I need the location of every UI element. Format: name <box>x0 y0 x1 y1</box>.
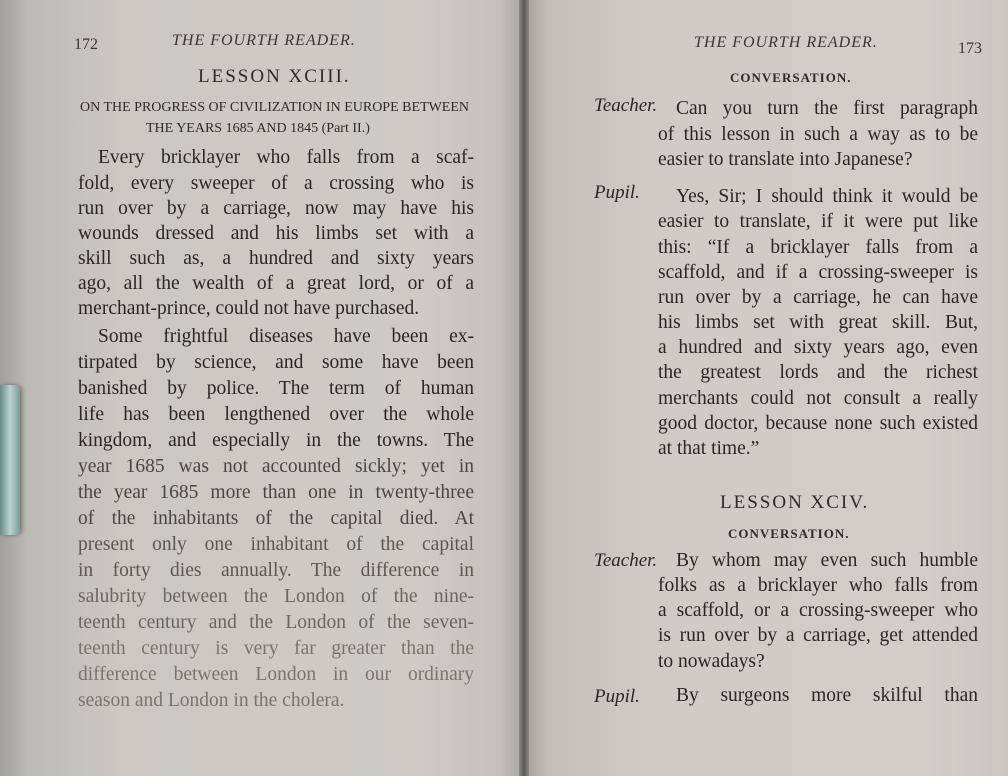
dialogue-line: Yes, Sir; I should think it would be <box>676 186 978 207</box>
paragraph-line: ago, all the wealth of a great lord, or of a <box>78 273 474 294</box>
dialogue-line: By whom may even such humble <box>676 550 978 571</box>
paragraph-line: wounds dressed and his limbs set with a <box>78 223 474 244</box>
dialogue-line: good doctor, because none such existed <box>658 413 978 434</box>
paragraph-line: in forty dies annually. The difference in <box>78 560 474 581</box>
dialogue-line: a hundred and sixty years ago, even <box>658 337 978 358</box>
paragraph-line: Some frightful diseases have been ex- <box>98 326 474 347</box>
paragraph-line: fold, every sweeper of a crossing who is <box>78 173 474 194</box>
section-label-2: CONVERSATION. <box>728 526 850 541</box>
speaker-pupil: Pupil. <box>594 686 640 707</box>
dialogue-line: at that time.” <box>658 438 760 459</box>
speaker-teacher: Teacher. <box>594 550 658 571</box>
dialogue-line: By surgeons more skilful than <box>676 685 978 706</box>
book-gutter <box>519 0 529 776</box>
paragraph-line: year 1685 was not accounted sickly; yet in <box>78 456 474 477</box>
dialogue-line: easier to translate into Japanese? <box>658 149 913 170</box>
dialogue-line: folks as a bricklayer who falls from <box>658 575 978 596</box>
paragraph-line: Every bricklayer who falls from a scaf- <box>98 147 474 168</box>
speaker-teacher: Teacher. <box>594 95 658 116</box>
lesson-subtitle-line1: ON THE PROGRESS OF CIVILIZATION IN EUROPE BETWEEN <box>80 100 470 115</box>
right-running-head: THE FOURTH READER. <box>694 34 878 51</box>
paragraph-line: the year 1685 more than one in twenty-three <box>78 482 474 503</box>
paragraph-line: salubrity between the London of the nine- <box>78 586 474 607</box>
paragraph-line: teenth century is very far greater than the <box>78 638 474 659</box>
section-label: CONVERSATION. <box>730 70 852 85</box>
dialogue-line: his limbs set with great skill. But, <box>658 312 978 333</box>
paragraph-line: difference between London in our ordinary <box>78 664 474 685</box>
dialogue-line: a scaffold, or a crossing-sweeper who <box>658 600 978 621</box>
dialogue-line: run over by a carriage, he can have <box>658 287 978 308</box>
left-running-head: THE FOURTH READER. <box>172 32 356 49</box>
paragraph-line: kingdom, and especially in the towns. The <box>78 430 474 451</box>
dialogue-line: scaffold, and if a crossing-sweeper is <box>658 262 978 283</box>
dialogue-line: Can you turn the first paragraph <box>676 98 978 119</box>
paragraph-line: run over by a carriage, now may have his <box>78 198 474 219</box>
paragraph-line: banished by police. The term of human <box>78 378 474 399</box>
lesson-subtitle-line2: THE YEARS 1685 AND 1845 (Part II.) <box>146 121 370 136</box>
lesson-title: LESSON XCIII. <box>198 66 351 87</box>
dialogue-line: merchants could not consult a really <box>658 388 978 409</box>
paragraph-line: life has been lengthened over the whole <box>78 404 474 425</box>
dialogue-line: the greatest lords and the richest <box>658 362 978 383</box>
right-page <box>524 0 1008 776</box>
paragraph-line: tirpated by science, and some have been <box>78 352 474 373</box>
dialogue-line: to nowadays? <box>658 651 765 672</box>
dialogue-line: easier to translate, if it were put like <box>658 211 978 232</box>
page-edge-tab <box>0 385 20 535</box>
speaker-pupil: Pupil. <box>594 182 640 203</box>
paragraph-line: teenth century and the London of the seven- <box>78 612 474 633</box>
dialogue-line: this: “If a bricklayer falls from a <box>658 237 978 258</box>
lesson-title-2: LESSON XCIV. <box>720 492 870 513</box>
right-page-number: 173 <box>958 40 982 57</box>
paragraph-line: merchant-prince, could not have purchased. <box>78 298 420 319</box>
dialogue-line: of this lesson in such a way as to be <box>658 124 978 145</box>
paragraph-line: season and London in the cholera. <box>78 690 345 711</box>
paragraph-line: of the inhabitants of the capital died. At <box>78 508 474 529</box>
dialogue-line: is run over by a carriage, get attended <box>658 625 978 646</box>
paragraph-line: skill such as, a hundred and sixty years <box>78 248 474 269</box>
paragraph-line: present only one inhabitant of the capital <box>78 534 474 555</box>
left-page-number: 172 <box>74 36 98 53</box>
